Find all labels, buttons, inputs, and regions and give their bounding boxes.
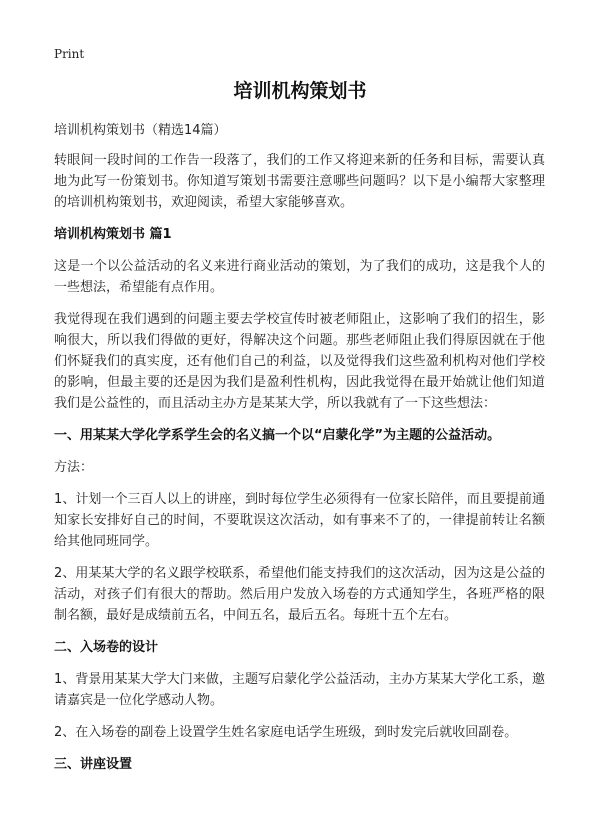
method-item-1: 1、计划一个三百人以上的讲座，到时每位学生必须得有一位家长陪伴，而且要提前通知家长安排好自己的时间，不要耽误这次活动，如有事来不了的，一律提前转让名额给其他同班同学。 [54,492,545,549]
heading-three: 三、讲座设置 [54,757,133,772]
print-link[interactable]: Print [54,47,85,61]
heading-one: 一、用某某大学化学系学生会的名义搞一个以“启蒙化学”为主题的公益活动。 [54,428,501,443]
ticket-item-2: 2、在入场卷的副卷上设置学生姓名家庭电话学生班级，到时发完后就收回副卷。 [54,725,518,740]
heading-two: 二、入场卷的设计 [54,640,159,655]
method-label: 方法： [54,460,94,475]
paragraph-1: 这是一个以公益活动的名义来进行商业活动的策划，为了我们的成功，这是我个人的一些想法，希望能有点作用。 [54,259,545,295]
ticket-item-1: 1、背景用某某大学大门来做，主题写启蒙化学公益活动，主办方某某大学化工系，邀请嘉宾是一位化学感动人物。 [54,672,545,708]
method-item-2: 2、用某某大学的名义跟学校联系，希望他们能支持我们的这次活动，因为这是公益的活动，对孩子们有很大的帮助。然后用户发放入场卷的方式通知学生，各班严格的限制名额，最好是成绩前五名，中间五名，最后五名。每班十五个左右。 [54,566,545,623]
section-heading-1: 培训机构策划书 篇1 [54,227,172,242]
document-subtitle: 培训机构策划书（精选14篇） [54,123,227,138]
document-body [54,120,545,786]
page-title: 培训机构策划书 [233,80,367,102]
intro-paragraph: 转眼间一段时间的工作告一段落了，我们的工作又将迎来新的任务和目标，需要认真地为此写一份策划书。你知道写策划书需要注意哪些问题吗？以下是小编帮大家整理的培训机构策划书，欢迎阅读，希望大家能够喜欢。 [54,153,545,210]
paragraph-2: 我觉得现在我们遇到的问题主要去学校宣传时被老师阻止，这影响了我们的招生，影响很大，所以我们得做的更好，得解决这个问题。那些老师阻止我们得原因就在于他们怀疑我们的真实度，还有他们自己的利益，以及觉得我们这些盈利机构对他们学校的影响，但最主要的还是因为我们是盈利性机构，因此我觉得在最开始就让他们知道我们是公益性的，而且活动主办方是某某大学，所以我就有了一下这些想法： [54,312,545,411]
